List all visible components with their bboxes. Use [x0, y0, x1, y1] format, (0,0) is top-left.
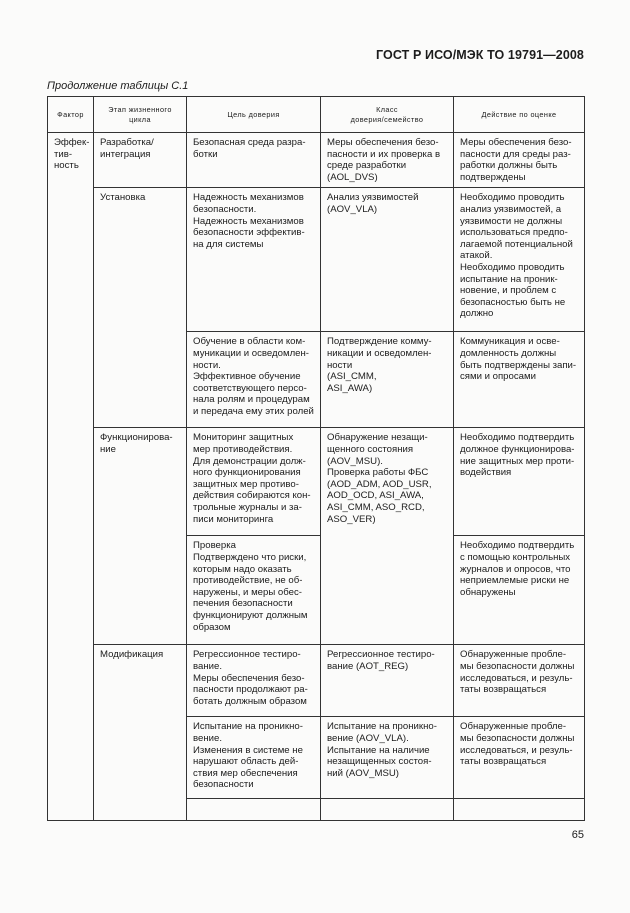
text-line: мы безопасности должны [460, 732, 575, 744]
text-line: образом [193, 621, 231, 633]
table-row [48, 645, 585, 717]
column-header [187, 97, 321, 133]
text-line: незащищенных состоя- [327, 756, 432, 768]
text-line: печения безопасности [193, 598, 293, 610]
text-line: щенного состояния [327, 443, 414, 455]
text-line: Меры обеспечения безо- [327, 137, 439, 148]
action-cell [454, 332, 585, 428]
text-line: Надежность механизмов [193, 192, 304, 204]
text-line: наружены, и меры обес- [193, 586, 302, 598]
text-line: Проверка работы ФБС [327, 467, 429, 479]
text-line: (AOD_ADM, AOD_USR, [327, 478, 432, 490]
text-line: (AOV_MSU). [327, 455, 383, 467]
text-line: и передача ему этих ролей [193, 405, 314, 417]
column-header [454, 97, 585, 133]
text-line: ности. [193, 359, 221, 371]
text-line: Фактор [57, 109, 84, 119]
text-line: должно [460, 308, 494, 320]
text-line: вение. [193, 732, 222, 744]
text-line: Обнаруженные пробле- [460, 649, 567, 661]
text-line: безопасностью быть не [460, 296, 566, 308]
text-line: Необходимо подтвердить [460, 432, 575, 444]
table-caption: Продолжение таблицы С.1 [47, 80, 189, 92]
column-header [48, 97, 94, 133]
text-line: цикла [129, 114, 151, 124]
text-line: AOD_OCD, ASI_AWA, [327, 490, 424, 502]
text-line: никации и осведомлен- [327, 347, 432, 359]
text-line: Этап жизненного [108, 105, 172, 115]
text-line: таты возвращаться [460, 684, 547, 696]
text-line: (ASI_CMM, [327, 371, 377, 383]
text-line: Необходимо проводить [460, 261, 565, 273]
text-line: вание (AOT_REG) [327, 660, 409, 672]
text-line: соответствующего персо- [193, 382, 307, 394]
text-line: вание. [193, 660, 222, 672]
text-line: Меры обеспечения безо- [460, 137, 572, 148]
stage-cell [94, 645, 187, 821]
class-cell [321, 133, 454, 188]
text-line: безопасности. [193, 203, 257, 215]
text-line: испытание на проник- [460, 273, 558, 285]
text-line: Регрессионное тестиро- [193, 649, 301, 661]
text-line: Подтверждено что риски, [193, 551, 307, 563]
text-line: Разработка/ [100, 137, 154, 148]
text-line: Эффективное обучение [193, 371, 301, 383]
goal-cell [187, 428, 321, 536]
goal-cell [187, 717, 321, 799]
text-line: Подтверждение комму- [327, 336, 432, 348]
text-line: мы безопасности должны [460, 660, 575, 672]
text-line: атакой. [460, 250, 493, 262]
action-cell [454, 188, 585, 332]
class-cell [321, 717, 454, 799]
action-cell [454, 645, 585, 717]
text-line: Испытание на проникно- [193, 721, 303, 733]
text-line: ние защитных мер проти- [460, 455, 575, 467]
text-line: Обучение в области ком- [193, 336, 306, 348]
text-line: Действие по оценке [481, 109, 557, 119]
text-line: исследоваться, и резуль- [460, 672, 573, 684]
text-line: Класс [376, 105, 398, 115]
text-line: Коммуникация и осве- [460, 336, 560, 348]
text-line: (AOL_DVS) [327, 171, 378, 183]
text-line: обнаружены [460, 586, 516, 598]
text-line: должное функционирова- [460, 443, 575, 455]
class-cell [321, 188, 454, 332]
text-line: среде разработки [327, 160, 407, 172]
text-line: с помощью контрольных [460, 551, 571, 563]
stage-cell [94, 428, 187, 645]
class-cell [321, 332, 454, 428]
text-line: Проверка [193, 540, 236, 552]
text-line: Функционирова- [100, 432, 173, 444]
text-line: лагаемой потенциальной [460, 238, 573, 250]
table-header-row [48, 97, 585, 133]
text-line: Эффек- [54, 137, 90, 148]
text-line: Регрессионное тестиро- [327, 649, 435, 661]
text-line: Для демонстрации долж- [193, 455, 306, 467]
goal-cell [187, 799, 321, 821]
text-line: действия собираются кон- [193, 490, 311, 502]
class-cell [321, 428, 454, 645]
table-row [48, 188, 585, 332]
text-line: муникации и осведомлен- [193, 347, 310, 359]
text-line: Необходимо проводить [460, 192, 565, 204]
text-line: ний (AOV_MSU) [327, 767, 399, 779]
text-line: тив- [54, 148, 73, 160]
text-line: таты возвращаться [460, 756, 547, 768]
text-line: нарушают область дей- [193, 756, 299, 768]
text-line: ного функционирования [193, 467, 301, 479]
text-line: доверия/семейство [350, 114, 424, 124]
text-line: ности [327, 359, 353, 371]
goal-cell [187, 332, 321, 428]
text-line: нала ролям и процедурам [193, 394, 310, 406]
text-line: Анализ уязвимостей [327, 192, 419, 204]
text-line: безопасности эффектив- [193, 227, 305, 239]
text-line: писи мониторинга [193, 513, 274, 525]
text-line: трольные журналы и за- [193, 501, 302, 513]
text-line: (AOV_VLA) [327, 203, 378, 215]
text-line: исследоваться, и резуль- [460, 744, 573, 756]
document-title: ГОСТ Р ИСО/МЭК ТО 19791—2008 [376, 48, 584, 62]
text-line: новение, и проблем с [460, 285, 557, 297]
text-line: Модификация [100, 649, 164, 661]
text-line: Испытание на наличие [327, 744, 430, 756]
text-line: Мониторинг защитных [193, 432, 294, 444]
action-cell [454, 133, 585, 188]
table-row [48, 428, 585, 536]
text-line: работки должны быть [460, 160, 558, 172]
text-line: противодействие, не об- [193, 575, 303, 587]
text-line: Надежность механизмов [193, 215, 304, 227]
text-line: анализ уязвимостей, а [460, 203, 562, 215]
goal-cell [187, 536, 321, 645]
text-line: Меры обеспечения безо- [193, 672, 305, 684]
goal-cell [187, 133, 321, 188]
text-line: пасности продолжают ра- [193, 684, 308, 696]
text-line: защитных мер противо- [193, 478, 299, 490]
text-line: ASI_CMM, ASO_RCD, [327, 501, 425, 513]
text-line: Цель доверия [227, 109, 280, 119]
text-line: сями и опросами [460, 371, 536, 383]
class-cell [321, 799, 454, 821]
column-header [321, 97, 454, 133]
text-line: домленность должны [460, 347, 557, 359]
text-line: Испытание на проникно- [327, 721, 437, 733]
text-line: неприемлемые риски не [460, 575, 570, 587]
text-line: ботать должным образом [193, 695, 307, 707]
text-line: быть подтверждены запи- [460, 359, 577, 371]
action-cell [454, 799, 585, 821]
goal-cell [187, 645, 321, 717]
text-line: журналов и опросов, что [460, 563, 571, 575]
text-line: функционируют должным [193, 609, 308, 621]
text-line: которым надо оказать [193, 563, 292, 575]
text-line: Изменения в системе не [193, 744, 303, 756]
class-cell [321, 645, 454, 717]
column-header [94, 97, 187, 133]
text-line: ASO_VER) [327, 513, 376, 525]
text-line: ствия мер обеспечения [193, 767, 298, 779]
text-line: ность [54, 160, 79, 172]
text-line: интеграция [100, 148, 151, 160]
factor-cell [48, 133, 94, 821]
text-line: Безопасная среда разра- [193, 137, 306, 148]
stage-cell [94, 133, 187, 188]
page-number: 65 [571, 829, 584, 841]
table-row [48, 133, 585, 188]
text-line: Установка [100, 192, 146, 204]
text-line: вение (AOV_VLA). [327, 732, 409, 744]
text-line: мер противодействия. [193, 443, 293, 455]
text-line: безопасности [193, 779, 254, 791]
text-line: Обнаруженные пробле- [460, 721, 567, 733]
assurance-table [47, 96, 585, 821]
action-cell [454, 536, 585, 645]
text-line: ASI_AWA) [327, 382, 373, 394]
text-line: Необходимо подтвердить [460, 540, 575, 552]
action-cell [454, 428, 585, 536]
action-cell [454, 717, 585, 799]
text-line: подтверждены [460, 171, 526, 183]
text-line: на для системы [193, 238, 264, 250]
text-line: уязвимости не должны [460, 215, 563, 227]
text-line: Обнаружение незащи- [327, 432, 428, 444]
text-line: водействия [460, 467, 512, 479]
goal-cell [187, 188, 321, 332]
text-line: пасности для среды раз- [460, 148, 571, 160]
text-line: ботки [193, 148, 218, 160]
text-line: ние [100, 443, 116, 455]
text-line: пасности и их проверка в [327, 148, 441, 160]
stage-cell [94, 188, 187, 428]
text-line: использоваться предпо- [460, 227, 568, 239]
